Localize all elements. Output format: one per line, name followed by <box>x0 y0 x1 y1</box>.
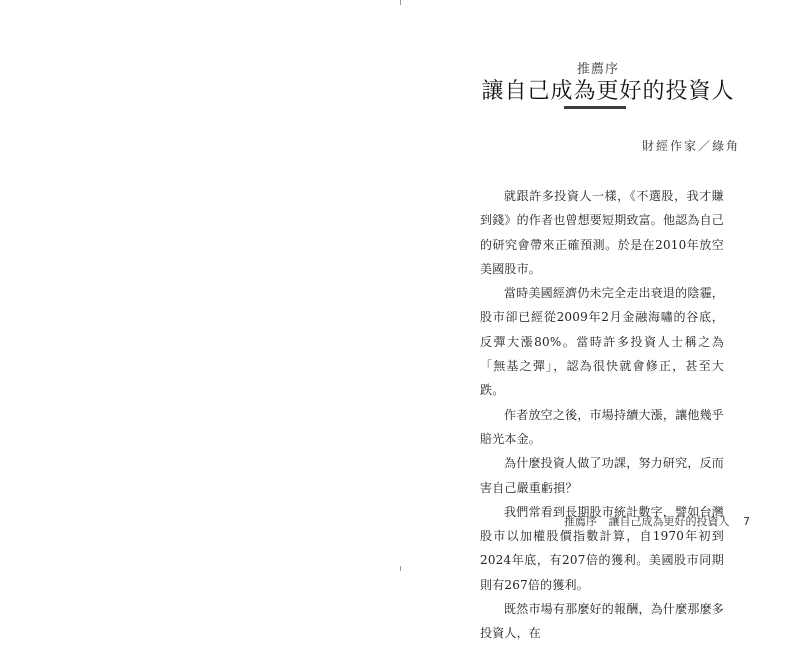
paragraph: 當時美國經濟仍未完全走出衰退的陰霾，股市卻已經從2009年2月金融海嘯的谷底，反彈大漲80%。當時許多投資人士稱之為「無基之彈」，認為很快就會修正，甚至大跌。 <box>480 286 724 398</box>
page-number: 7 <box>743 515 750 528</box>
paragraph: 我們常看到長期股市統計數字，譬如台灣股市以加權股價指數計算，自1970年初到2024年底，有207倍的獲利。美國股市同期則有267倍的獲利。 <box>480 504 724 592</box>
body-text <box>480 184 724 646</box>
paragraph: 既然市場有那麼好的報酬，為什麼那麼多投資人，在 <box>480 602 724 641</box>
footer-section-label: 推薦序 <box>564 515 597 528</box>
section-label: 推薦序 <box>576 62 619 77</box>
title-underline <box>564 106 626 109</box>
footer-title: 讓自己成為更好的投資人 <box>608 515 730 528</box>
page-title: 讓自己成為更好的投資人 <box>481 79 735 104</box>
running-footer <box>564 513 750 529</box>
paragraph: 就跟許多投資人一樣，《不選股，我才賺到錢》的作者也曾想要短期致富。他認為自己的研究會帶來正確預測。於是在2010年放空美國股市。 <box>480 189 725 276</box>
paragraph: 作者放空之後，市場持續大漲，讓他幾乎賠光本金。 <box>480 407 724 446</box>
book-page-right <box>448 0 760 641</box>
trim-mark-bottom <box>400 566 401 571</box>
paragraph: 為什麼投資人做了功課，努力研究，反而害自己嚴重虧損？ <box>480 456 724 495</box>
author-byline: 財經作家／綠角 <box>641 139 740 153</box>
trim-mark-top <box>400 0 401 5</box>
